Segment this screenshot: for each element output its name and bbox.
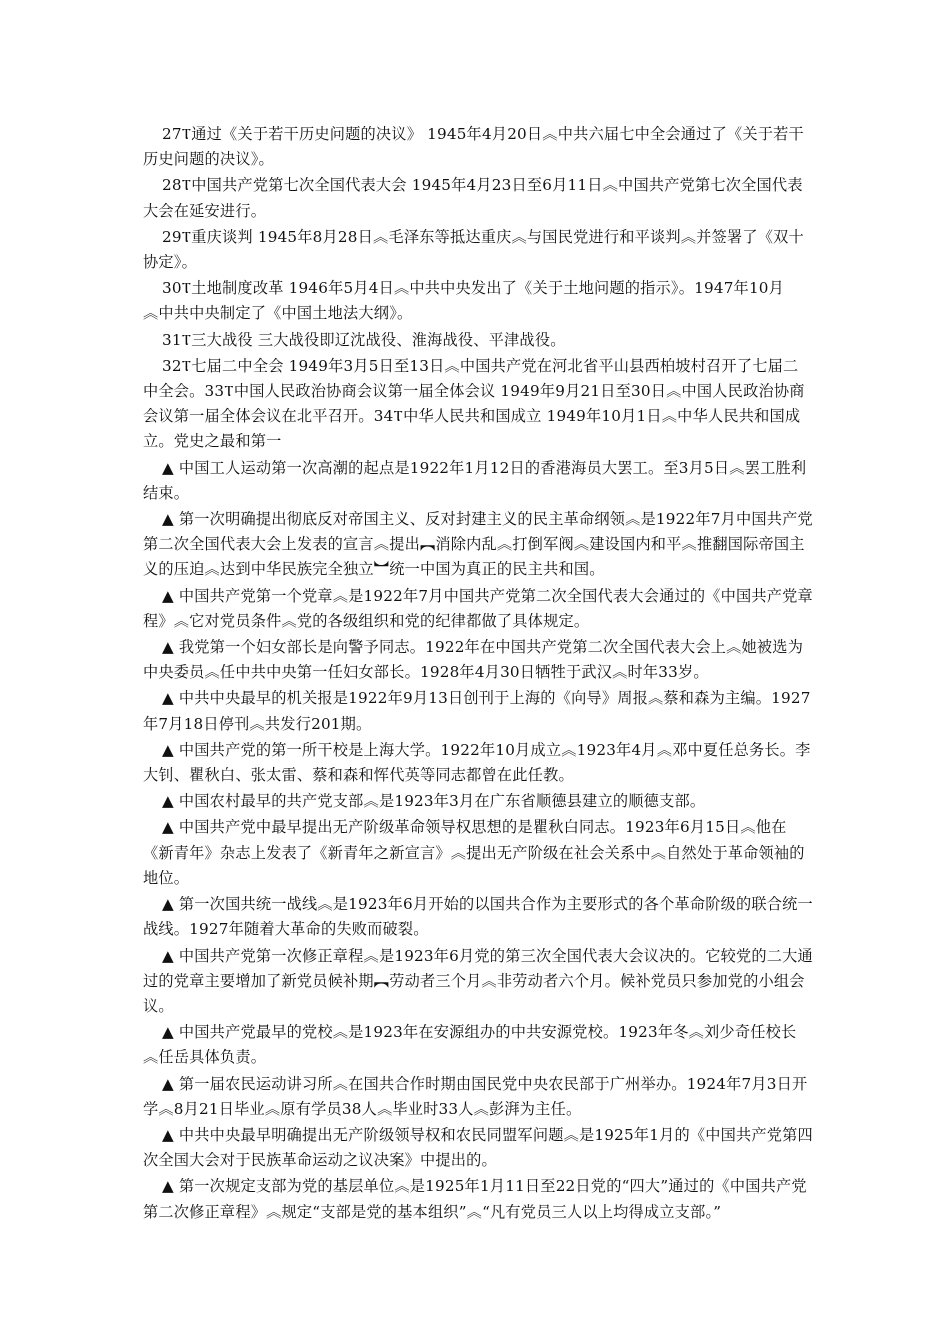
paragraph-28: 28Ⲧ中国共产党第七次全国代表大会 1945年4月23日至6月11日︽中国共产党第七次全国代表大会在延安进行。 xyxy=(143,176,803,220)
bullet-paragraph: ▲ 第一届农民运动讲习所︽在国共合作时期由国民党中央农民部于广州举办。1924年7月3日开学︽8月21日毕业︽原有学员38人︽毕业时33人︽彭湃为主任。 xyxy=(143,1074,808,1118)
paragraph-32-34: 32Ⲧ七届二中全会 1949年3月5日至13日︽中国共产党在河北省平山县西柏坡村召开了七届二中全会。33Ⲧ中国人民政治协商会议第一届全体会议 1949年9月21日至30日︽中国人民政治协商会议第一届全体会议在北平召开。34Ⲧ中华人民共和国成立 1949年10月1日︽中华人民共和国成立。党史之最和第一 xyxy=(143,356,805,451)
bullet-paragraph: ▲ 第一次明确提出彻底反对帝国主义、反对封建主义的民主革命纲领︽是1922年7月中国共产党第二次全国代表大会上发表的宣言︽提出︻消除内乱︽打倒军阀︽建设国内和平︽推翻国际帝国主义的压迫︽达到中华民族完全独立︼统一中国为真正的民主共和国。 xyxy=(143,510,813,579)
bullet-paragraph: ▲ 中国共产党最早的党校︽是1923年在安源组办的中共安源党校。1923年冬︽刘少奇任校长︽任岳具体负责。 xyxy=(143,1023,797,1067)
paragraph-30: 30Ⲧ土地制度改革 1946年5月4日︽中共中央发出了《关于土地问题的指示》。1947年10月︽中共中央制定了《中国土地法大纲》。 xyxy=(143,279,785,323)
bullet-paragraph: ▲ 中国工人运动第一次高潮的起点是1922年1月12日的香港海员大罢工。至3月5日︽罢工胜利结束。 xyxy=(143,458,807,502)
bullet-paragraph: ▲ 我党第一个妇女部长是向警予同志。1922年在中国共产党第二次全国代表大会上︽她被选为中央委员︽任中共中央第一任妇女部长。1928年4月30日牺牲于武汉︽时年33岁。 xyxy=(143,638,804,682)
paragraph-31: 31Ⲧ三大战役 三大战役即辽沈战役、淮海战役、平津战役。 xyxy=(162,330,566,349)
document-body xyxy=(143,122,813,1226)
bullet-paragraph: ▲ 中共中央最早的机关报是1922年9月13日创刊于上海的《向导》周报︽蔡和森为主编。1927年7月18日停刊︽共发行201期。 xyxy=(143,689,811,733)
bullet-paragraph: ▲ 中国农村最早的共产党支部︽是1923年3月在广东省顺德县建立的顺德支部。 xyxy=(162,792,706,811)
paragraph-29: 29Ⲧ重庆谈判 1945年8月28日︽毛泽东等抵达重庆︽与国民党进行和平谈判︽并签署了《双十协定》。 xyxy=(143,227,804,272)
bullet-paragraph: ▲ 中国共产党第一次修正章程︽是1923年6月党的第三次全国代表大会议决的。它较党的二大通过的党章主要增加了新党员候补期︻劳动者三个月︽非劳动者六个月。候补党员只参加党的小组会议。 xyxy=(143,946,813,1015)
bullet-paragraph: ▲ 中国共产党中最早提出无产阶级革命领导权思想的是瞿秋白同志。1923年6月15日︽他在《新青年》杂志上发表了《新青年之新宣言》︽提出无产阶级在社会关系中︽自然处于革命领袖的地位。 xyxy=(143,818,805,887)
bullet-paragraph: ▲ 第一次国共统一战线︽是1923年6月开始的以国共合作为主要形式的各个革命阶级的联合统一战线。1927年随着大革命的失败而破裂。 xyxy=(143,895,813,939)
bullet-paragraph: ▲ 中国共产党第一个党章︽是1922年7月中国共产党第二次全国代表大会通过的《中国共产党章程》︽它对党员条件︽党的各级组织和党的纪律都做了具体规定。 xyxy=(143,586,813,630)
bullet-paragraph: ▲ 中共中央最早明确提出无产阶级领导权和农民同盟军问题︽是1925年1月的《中国共产党第四次全国大会对于民族革命运动之议决案》中提出的。 xyxy=(143,1125,813,1170)
bullet-paragraph: ▲ 第一次规定支部为党的基层单位︽是1925年1月11日至22日党的“四大”通过的《中国共产党第二次修正章程》︽规定“支部是党的基本组织”︽“凡有党员三人以上均得成立支部。” xyxy=(143,1177,807,1221)
paragraph-27: 27Ⲧ通过《关于若干历史问题的决议》 1945年4月20日︽中共六届七中全会通过了《关于若干历史问题的决议》。 xyxy=(143,125,804,169)
bullet-paragraph: ▲ 中国共产党的第一所干校是上海大学。1922年10月成立︽1923年4月︽邓中夏任总务长。李大钊、瞿秋白、张太雷、蔡和森和恽代英等同志都曾在此任教。 xyxy=(143,740,811,785)
